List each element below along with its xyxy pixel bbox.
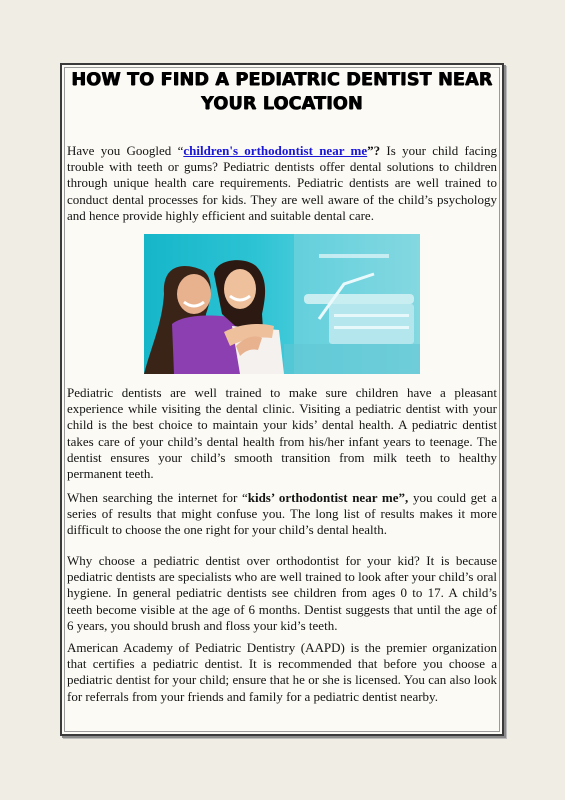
- paragraph-search-rest: you could get a series of results that might confuse you. The long list of results makes it more difficult to choose the one right for your child’s dental health.: [67, 490, 497, 538]
- paragraph-search-lead: When searching the internet for “: [67, 490, 248, 505]
- photo-illustration: [144, 234, 420, 374]
- paragraph-intro-lead: Have you Googled “: [67, 143, 184, 158]
- paragraph-intro-quote: ”?: [367, 143, 381, 158]
- document-title: HOW TO FIND A PEDIATRIC DENTIST NEAR YOUR LOCATION: [71, 70, 493, 114]
- kids-orthodontist-phrase: kids’ orthodontist near me”,: [247, 490, 409, 505]
- paragraph-intro: [67, 143, 497, 224]
- paragraph-intro-rest: Is your child facing trouble with teeth or gums? Pediatric dentists offer dental solutions to children through unique health care requirements. Pediatric dentists are well trained to conduct dental processes for kids. They are well aware of the child’s psychology and hence provide highly efficient and suitable dental care.: [67, 143, 497, 223]
- paragraph-aapd: American Academy of Pediatric Dentistry (AAPD) is the premier organization that certifies a pediatric dentist. It is recommended that before you choose a pediatric dentist for your child; ensure that he or she is licensed. You can also look for referrals from your friends and family for a pediatric dentist nearby.: [67, 640, 497, 704]
- paragraph-why-choose: Why choose a pediatric dentist over orthodontist for your kid? It is because pediatric dentists are specialists who are well trained to look after your child’s oral hygiene. In general pediatric dentists see children from ages 0 to 17. A child’s teeth become visible at the age of 6 months. Dentist suggests that until the age of 6 years, you should brush and floss your kid’s teeth.: [67, 553, 497, 633]
- paragraph-search-results: [67, 490, 497, 539]
- paragraph-pleasant-experience: Pediatric dentists are well trained to make sure children have a pleasant experience while visiting the dental clinic. Visiting a pediatric dentist with your child is the best choice to maintain your kids’ dental health. A pediatric dentist takes care of your child’s dental health from his/her infant years to teenage. The dentist ensures your child’s smooth transition from milk teeth to healthy permanent teeth.: [67, 385, 497, 482]
- mother-daughter-photo: [144, 234, 420, 374]
- childrens-orthodontist-link[interactable]: children's orthodontist near me: [183, 143, 368, 158]
